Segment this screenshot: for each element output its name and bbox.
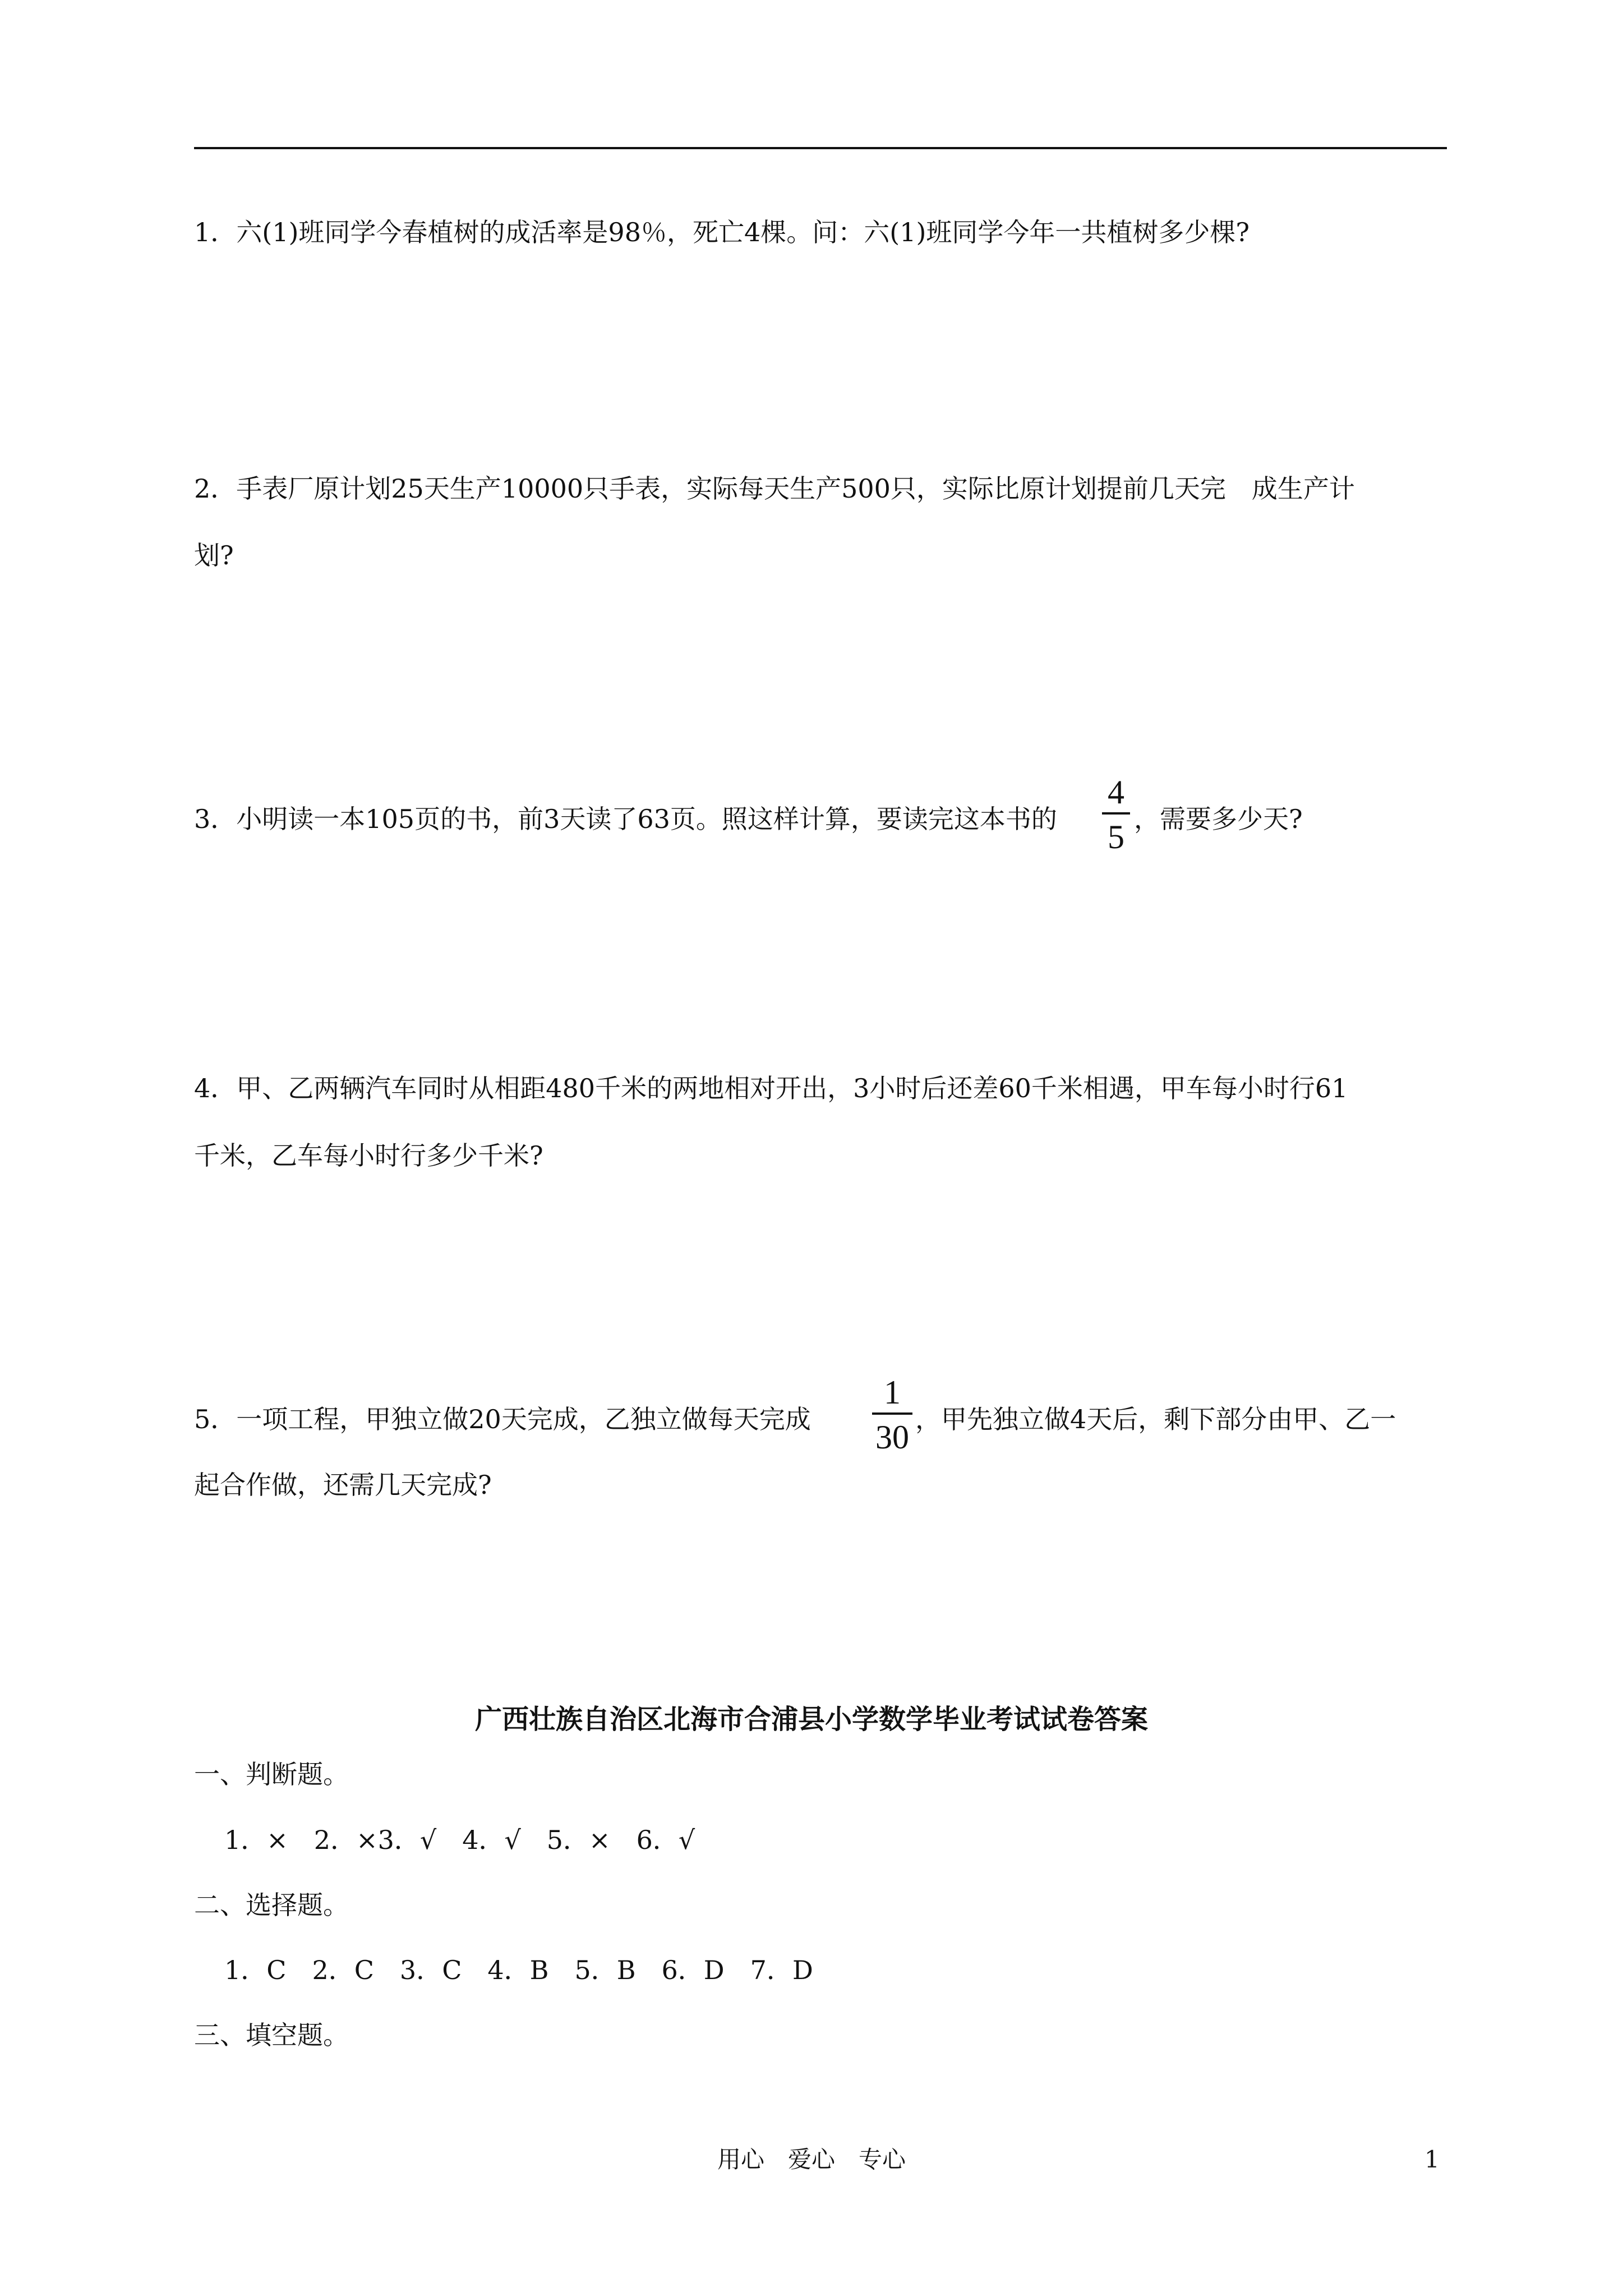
question-5-text-before: 5．一项工程，甲独立做20天完成，乙独立做每天完成: [194, 1404, 811, 1434]
question-5-fraction: [872, 1374, 912, 1455]
fraction-bar: [872, 1412, 912, 1415]
fraction-numerator: 4: [1108, 774, 1124, 811]
section-1-answers: 1．× 2．×3．√ 4．√ 5．× 6．√: [224, 1825, 695, 1855]
question-2-line-2: 划?: [194, 540, 234, 570]
question-5-line-2: 起合作做，还需几天完成?: [194, 1470, 492, 1500]
question-4-line-1: 4．甲、乙两辆汽车同时从相距480千米的两地相对开出，3小时后还差60千米相遇，甲车每小时行61: [194, 1073, 1348, 1103]
question-2-line-1: 2．手表厂原计划25天生产10000只手表，实际每天生产500只，实际比原计划提前几天完 成生产计: [194, 473, 1355, 504]
question-3-text-before: 3．小明读一本105页的书，前3天读了63页。照这样计算，要读完这本书的: [194, 804, 1057, 834]
fraction-numerator: 1: [884, 1374, 901, 1411]
fraction-denominator: 5: [1108, 818, 1124, 855]
answer-key-title: 广西壮族自治区北海市合浦县小学数学毕业考试试卷答案: [474, 1704, 1148, 1735]
fraction-denominator: 30: [875, 1419, 909, 1456]
question-4-line-2: 千米，乙车每小时行多少千米?: [194, 1140, 543, 1171]
section-1-heading: 一、判断题。: [194, 1759, 349, 1789]
question-3-text-after: ，需要多少天?: [1134, 804, 1303, 834]
section-2-answers: 1．C 2．C 3．C 4．B 5．B 6．D 7．D: [224, 1955, 813, 1985]
footer-motto: 用心 爱心 专心: [717, 2146, 906, 2173]
fraction-bar: [1102, 812, 1130, 815]
question-3-fraction: [1102, 774, 1130, 855]
question-5-text-after: ，甲先独立做4天后，剩下部分由甲、乙一: [915, 1404, 1396, 1434]
section-2-heading: 二、选择题。: [194, 1890, 349, 1920]
question-1: 1．六(1)班同学今春植树的成活率是98％，死亡4棵。问：六(1)班同学今年一共植树多少棵?: [194, 217, 1250, 247]
section-3-heading: 三、填空题。: [194, 2020, 349, 2050]
header-rule: [194, 147, 1447, 149]
page-number: 1: [1424, 2146, 1440, 2173]
